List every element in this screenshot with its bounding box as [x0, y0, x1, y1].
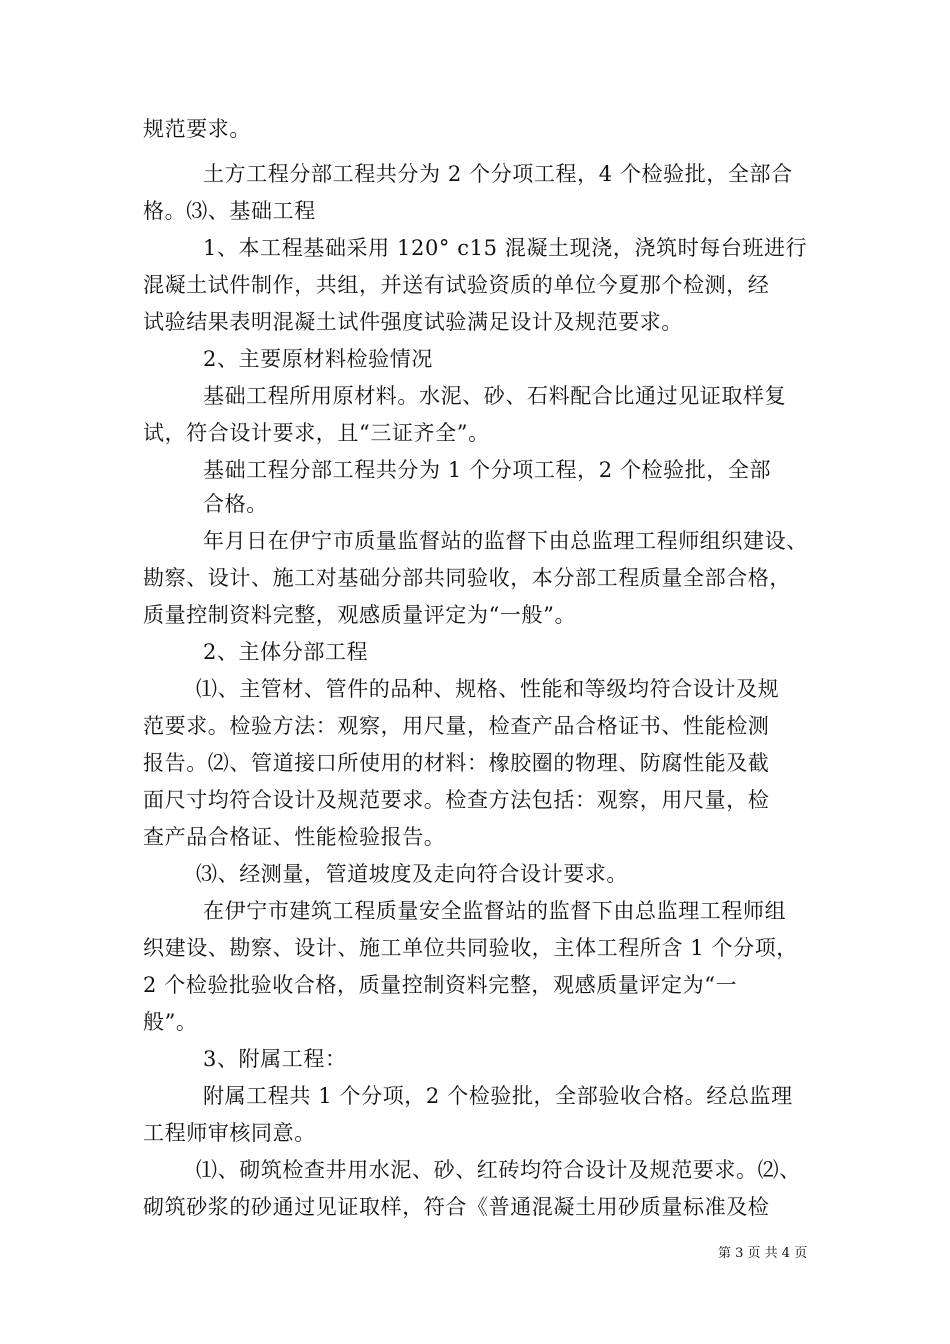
text-line: 2 个检验批验收合格，质量控制资料完整，观感质量评定为“一 [143, 973, 738, 997]
text-line: 砌筑砂浆的砂通过见证取样，符合《普通混凝土用砂质量标准及检 [143, 1195, 770, 1219]
page-number-footer: 第 3 页 共 4 页 [718, 1246, 808, 1261]
text-line: 3、附属工程： [203, 1047, 347, 1071]
text-line: 范要求。检验方法：观察，用尺量，检查产品合格证书、性能检测 [143, 714, 770, 738]
text-line: 基础工程分部工程共分为 1 个分项工程，2 个检验批，全部 [203, 458, 772, 482]
text-line: 混凝土试件制作，共组，并送有试验资质的单位今夏那个检测，经 [143, 273, 770, 297]
text-line: 在伊宁市建筑工程质量安全监督站的监督下由总监理工程师组 [203, 899, 787, 923]
text-line: 2、主体分部工程 [203, 640, 369, 664]
text-line: 般”。 [143, 1010, 198, 1034]
text-line: 工程师审核同意。 [143, 1121, 316, 1145]
text-line: 附属工程共 1 个分项，2 个检验批，全部验收合格。经总监理 [203, 1084, 793, 1108]
text-line: 试，符合设计要求，且“三证齐全”。 [143, 421, 490, 445]
text-line: ⑴、主管材、管件的品种、规格、性能和等级均符合设计及规 [196, 677, 780, 701]
text-line: 试验结果表明混凝土试件强度试验满足设计及规范要求。 [143, 310, 683, 334]
text-line: 格。⑶、基础工程 [143, 199, 316, 223]
text-line: 报告。⑵、管道接口所使用的材料：橡胶圈的物理、防腐性能及截 [143, 751, 770, 775]
text-line: 2、主要原材料检验情况 [203, 347, 433, 371]
text-line: 年月日在伊宁市质量监督站的监督下由总监理工程师组织建设、 [203, 529, 808, 553]
text-line: 基础工程所用原材料。水泥、砂、石料配合比通过见证取样复 [203, 384, 787, 408]
text-line: ⑴、砌筑检查井用水泥、砂、红砖均符合设计及规范要求。⑵、 [196, 1158, 801, 1182]
text-line: 规范要求。 [143, 117, 251, 141]
text-line: 合格。 [203, 492, 268, 516]
text-line: 质量控制资料完整，观感质量评定为“一般”。 [143, 603, 577, 627]
text-line: 勘察、设计、施工对基础分部共同验收，本分部工程质量全部合格， [143, 566, 791, 590]
text-line: 1、本工程基础采用 120° c15 混凝土现浇，浇筑时每台班进行 [203, 236, 808, 260]
text-line: ⑶、经测量，管道坡度及走向符合设计要求。 [196, 862, 628, 886]
text-line: 织建设、勘察、设计、施工单位共同验收，主体工程所含 1 个分项， [143, 936, 798, 960]
text-line: 查产品合格证、性能检验报告。 [143, 825, 446, 849]
text-line: 土方工程分部工程共分为 2 个分项工程，4 个检验批，全部合 [203, 162, 793, 186]
text-line: 面尺寸均符合设计及规范要求。检查方法包括：观察，用尺量，检 [143, 788, 770, 812]
